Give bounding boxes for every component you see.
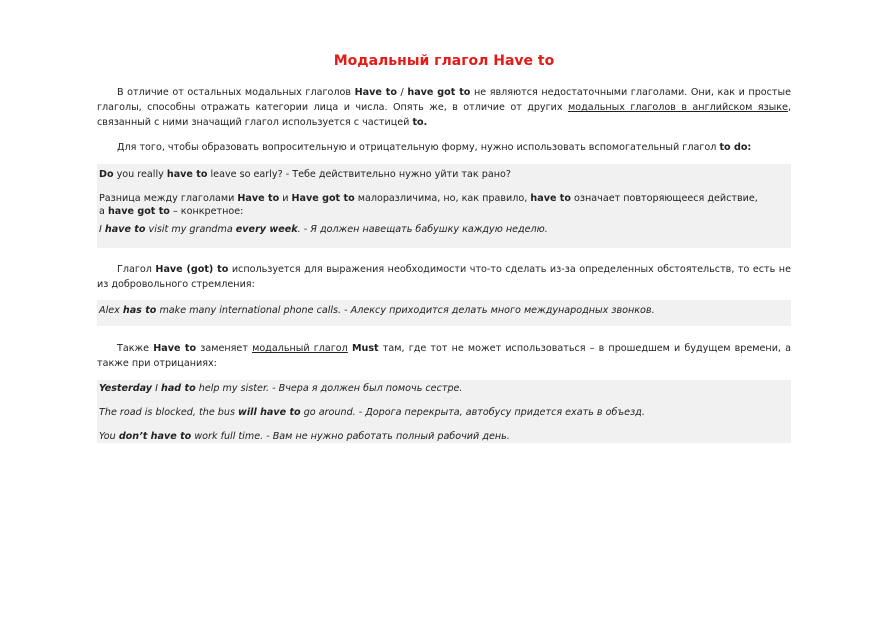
text: означает повторяющееся действие, xyxy=(570,193,758,204)
modal-verbs-link[interactable]: модальных глаголов в английском языке xyxy=(567,102,788,113)
page-title: Модальный глагол Have to xyxy=(333,53,555,69)
text: make many international phone calls. - Алексу приходится делать много международных звонков. xyxy=(156,305,655,316)
bold-term: Have got to xyxy=(291,193,355,204)
text: а xyxy=(99,206,108,217)
bold-term: don’t have to xyxy=(118,431,192,442)
text: leave so early? - Тебе действительно нужно уйти так рано? xyxy=(207,169,511,180)
example-line xyxy=(99,167,789,182)
text: . - Я должен навещать бабушку каждую неделю. xyxy=(297,224,548,235)
example-box xyxy=(97,300,791,326)
text: Разница между глаголами xyxy=(99,193,238,204)
text: малоразличима, но, как правило, xyxy=(354,193,531,204)
text: там, где тот не может использоваться – в прошедшем и будущем времени, а также при отрицаниях: xyxy=(97,343,792,369)
bold-term: Yesterday xyxy=(99,383,153,394)
text: не являются недостаточными глаголами. Они, как и простые глаголы, способны отражать категории лица и числа. Опять же, в отличие от других xyxy=(97,87,791,113)
text: You xyxy=(99,431,119,442)
bold-term: will have to xyxy=(238,407,301,418)
text: Alex xyxy=(99,305,123,316)
bold-term: Have to xyxy=(354,87,397,98)
text: go around. - Дорога перекрыта, автобусу придется ехать в объезд. xyxy=(300,407,645,418)
example-line xyxy=(99,381,789,396)
text: и xyxy=(279,193,292,204)
bold-term: Must xyxy=(351,343,379,354)
text: используется для выражения необходимости что-то сделать из-за определенных обстоятельств, то есть не из добровольного стремления: xyxy=(97,264,791,290)
necessity-paragraph xyxy=(97,262,791,292)
example-line xyxy=(99,405,789,420)
example-box xyxy=(97,164,791,248)
text: you really xyxy=(113,169,167,180)
bold-term: have got to xyxy=(107,206,170,217)
bold-term: have got to xyxy=(407,87,471,98)
text: visit my grandma xyxy=(145,224,236,235)
text: Для того, чтобы образовать вопросительную и отрицательную форму, нужно использовать вспомогательный глагол xyxy=(117,142,720,153)
bold-term: have to xyxy=(530,193,571,204)
explanation-line xyxy=(99,204,789,219)
text: – конкретное: xyxy=(169,206,244,217)
text: / xyxy=(396,87,408,98)
text: I xyxy=(99,224,105,235)
bold-term: Have to xyxy=(237,193,280,204)
bold-term: Have (got) to xyxy=(155,264,229,275)
bold-term: to. xyxy=(412,117,428,128)
example-box xyxy=(97,380,791,443)
example-line xyxy=(99,222,789,237)
text: Также xyxy=(117,343,154,354)
example-line xyxy=(99,429,789,444)
modal-verb-link[interactable]: модальный глагол xyxy=(252,343,348,354)
text: Глагол xyxy=(117,264,156,275)
text: , связанный с ними значащий глагол используется с частицей xyxy=(97,102,792,128)
text: I xyxy=(152,383,161,394)
bold-term: has to xyxy=(122,305,157,316)
example-line xyxy=(99,303,789,318)
text: work full time. - Вам не нужно работать полный рабочий день. xyxy=(191,431,510,442)
bold-term: have to xyxy=(104,224,146,235)
bold-term: Do xyxy=(99,169,114,180)
bold-term: to do: xyxy=(719,142,752,153)
intro-paragraph xyxy=(97,85,791,130)
bold-term: had to xyxy=(161,383,196,394)
bold-term: have to xyxy=(166,169,208,180)
bold-term: every week xyxy=(235,224,298,235)
text: В отличие от остальных модальных глаголов xyxy=(117,87,355,98)
text: заменяет xyxy=(196,343,253,354)
must-replacement-paragraph xyxy=(97,341,791,371)
text: The road is blocked, the bus xyxy=(99,407,238,418)
question-form-paragraph xyxy=(97,140,791,155)
bold-term: Have to xyxy=(153,343,197,354)
text: help my sister. - Вчера я должен был помочь сестре. xyxy=(195,383,463,394)
